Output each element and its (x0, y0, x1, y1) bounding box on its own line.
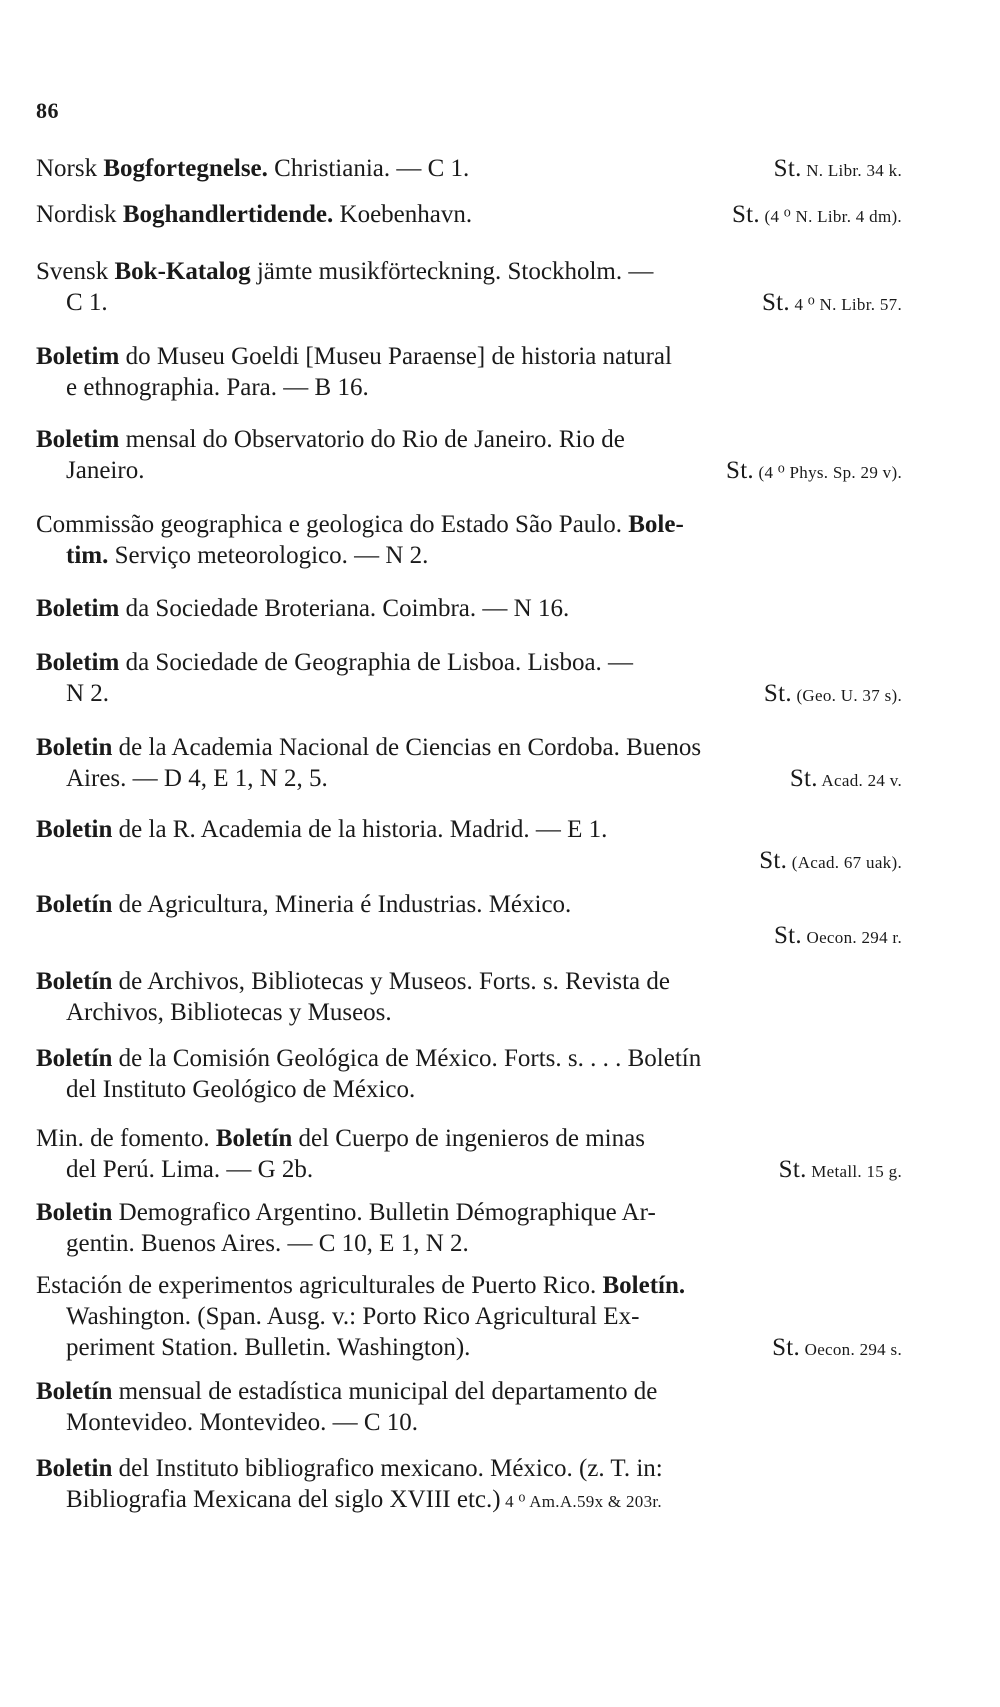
shelf-prefix: St. (763, 680, 792, 707)
entry-keyword: Boletim (36, 649, 120, 676)
shelf-mark (773, 922, 902, 949)
shelf-mark (762, 287, 902, 318)
entry-line (36, 732, 902, 763)
entry-keyword: Boletín (36, 1378, 113, 1405)
shelf-code: (Geo. U. 37 s). (791, 686, 902, 705)
entry-text: de la Comisión Geológica de México. Forts. s. . . . Boletín (112, 1045, 702, 1072)
entry-line (36, 424, 902, 455)
entry-keyword: Boletim (36, 426, 120, 453)
shelf-mark (759, 847, 902, 874)
entry-keyword: Boletín (36, 1045, 113, 1072)
entry-text: Montevideo. Montevideo. — C 10. (66, 1409, 419, 1436)
entry-text: Estación de experimentos agriculturales de Puerto Rico. (36, 1272, 603, 1299)
entry-line (36, 920, 902, 951)
entry-line (36, 1043, 902, 1074)
entry-line (36, 593, 902, 624)
catalog-entry (36, 153, 902, 184)
catalog-entry (36, 966, 902, 1028)
catalog-entry (36, 1197, 902, 1259)
entry-text: de Agricultura, Mineria é Industrias. México. (112, 891, 572, 918)
catalog-entry (36, 509, 902, 571)
entry-line (36, 199, 902, 230)
entry-line (36, 647, 902, 678)
shelf-mark (764, 678, 902, 709)
catalog-entry (36, 1270, 902, 1363)
entry-line (36, 889, 902, 920)
shelf-code: (Acad. 67 uak). (787, 853, 902, 872)
entry-line (36, 341, 902, 372)
entry-line (36, 1376, 902, 1407)
catalog-entry (36, 1376, 902, 1438)
entry-keyword: Boletim (36, 595, 120, 622)
entry-line (36, 1197, 902, 1228)
shelf-code: (4 ⁰ Phys. Sp. 29 v). (753, 463, 902, 482)
shelf-prefix: St. (759, 847, 788, 874)
entry-line (36, 287, 902, 318)
catalog-entry (36, 732, 902, 794)
shelf-prefix: St. (773, 922, 802, 949)
entry-line (36, 1228, 902, 1259)
entry-text: e ethnographia. Para. — B 16. (66, 374, 369, 401)
entry-text: Min. de fomento. (36, 1125, 216, 1152)
catalog-entry (36, 1123, 902, 1185)
entry-text: mensual de estadística municipal del departamento de (112, 1378, 658, 1405)
entry-keyword: Bogfortegnelse. (103, 155, 268, 182)
shelf-prefix: St. (773, 155, 802, 182)
entry-keyword: tim. (66, 542, 109, 569)
entry-text: mensal do Observatorio do Rio de Janeiro. Rio de (119, 426, 625, 453)
entry-line (36, 1270, 902, 1301)
entry-line (36, 997, 902, 1028)
catalog-entry (36, 814, 902, 876)
entry-line (36, 372, 902, 403)
entry-text: da Sociedade Broteriana. Coimbra. — N 16. (119, 595, 570, 622)
entry-keyword: Boletin (36, 734, 113, 761)
entry-keyword: Boletin (36, 1199, 113, 1226)
entry-line (36, 966, 902, 997)
entry-line (36, 763, 902, 794)
entry-line (36, 1074, 902, 1105)
entry-text: del Cuerpo de ingenieros de minas (292, 1125, 645, 1152)
entry-text: Serviço meteorologico. — N 2. (108, 542, 429, 569)
entry-text: da Sociedade de Geographia de Lisboa. Lisboa. — (119, 649, 634, 676)
page-number: 86 (36, 98, 59, 123)
entry-line (36, 1154, 902, 1185)
entry-line (36, 845, 902, 876)
shelf-code: 4 ⁰ N. Libr. 57. (789, 295, 902, 314)
entry-text: del Instituto bibliografico mexicano. México. (z. T. in: (112, 1455, 663, 1482)
entry-text: de Archivos, Bibliotecas y Museos. Forts. s. Revista de (112, 968, 670, 995)
catalog-entry (36, 199, 902, 230)
entry-line (36, 1123, 902, 1154)
entry-line (36, 256, 902, 287)
entry-line (36, 1332, 902, 1363)
entry-text: Svensk (36, 258, 115, 285)
entry-line (36, 540, 902, 571)
catalog-entry (36, 647, 902, 709)
entry-text: del Instituto Geológico de México. (66, 1076, 416, 1103)
shelf-code: Metall. 15 g. (806, 1162, 902, 1181)
shelf-prefix: St. (772, 1334, 801, 1361)
entry-keyword: Boletín (36, 968, 113, 995)
entry-text: Nordisk (36, 201, 123, 228)
entry-line (36, 153, 902, 184)
shelf-code: Oecon. 294 s. (800, 1340, 902, 1359)
shelf-code: Acad. 24 v. (817, 771, 902, 790)
entry-text: Aires. — D 4, E 1, N 2, 5. (66, 765, 328, 792)
shelf-prefix: St. (778, 1156, 807, 1183)
shelf-code: (4 ⁰ N. Libr. 4 dm). (759, 207, 902, 226)
entry-keyword: Boletin (36, 816, 113, 843)
shelf-mark (726, 455, 902, 486)
shelf-prefix: St. (731, 201, 760, 228)
shelf-code: N. Libr. 34 k. (801, 161, 902, 180)
entry-line (36, 678, 902, 709)
catalog-entry (36, 256, 902, 318)
entry-text: do Museu Goeldi [Museu Paraense] de historia natural (119, 343, 672, 370)
shelf-prefix: St. (789, 765, 818, 792)
entry-text: Commissão geographica e geologica do Estado São Paulo. (36, 511, 629, 538)
shelf-mark (772, 1332, 902, 1363)
entry-text: jämte musikförteckning. Stockholm. — (250, 258, 654, 285)
entry-keyword: Bole- (628, 511, 684, 538)
entry-keyword: Boletín. (602, 1272, 686, 1299)
entry-keyword: Boletín (215, 1125, 293, 1152)
entry-text: de la R. Academia de la historia. Madrid. — E 1. (112, 816, 608, 843)
entry-line (36, 814, 902, 845)
shelf-mark (774, 153, 902, 184)
entry-text: Norsk (36, 155, 104, 182)
shelf-prefix: St. (725, 457, 754, 484)
entry-text: Koebenhavn. (333, 201, 473, 228)
catalog-entry (36, 1453, 902, 1515)
entry-line (36, 1301, 902, 1332)
entry-text: Archivos, Bibliotecas y Museos. (66, 999, 392, 1026)
catalog-entry (36, 1043, 902, 1105)
entry-text: C 1. (66, 289, 108, 316)
shelf-prefix: St. (761, 289, 790, 316)
entry-text: Janeiro. (66, 457, 145, 484)
entry-line (36, 455, 902, 486)
entry-line (36, 1453, 902, 1484)
entry-text: Washington. (Span. Ausg. v.: Porto Rico Agricultural Ex- (66, 1303, 640, 1330)
shelf-code: 4 ⁰ Am.A.59x & 203r. (500, 1492, 662, 1511)
shelf-mark (779, 1154, 902, 1185)
entry-text: periment Station. Bulletin. Washington). (66, 1334, 471, 1361)
entry-text: del Perú. Lima. — G 2b. (66, 1156, 314, 1183)
entry-keyword: Boletin (36, 1455, 113, 1482)
entry-text: Bibliografia Mexicana del siglo XVIII etc.) (66, 1486, 501, 1513)
shelf-mark (790, 763, 902, 794)
entry-line (36, 1484, 902, 1515)
catalog-entry (36, 889, 902, 951)
catalog-entry (36, 424, 902, 486)
shelf-mark (732, 199, 902, 230)
entry-text: de la Academia Nacional de Ciencias en Cordoba. Buenos (112, 734, 702, 761)
entry-line (36, 1407, 902, 1438)
entry-line (36, 509, 902, 540)
entry-keyword: Bok-Katalog (114, 258, 251, 285)
entry-text: Christiania. — C 1. (267, 155, 470, 182)
catalog-entry (36, 341, 902, 403)
shelf-code: Oecon. 294 r. (801, 928, 902, 947)
entry-keyword: Boletim (36, 343, 120, 370)
entry-keyword: Boghandlertidende. (122, 201, 334, 228)
entry-keyword: Boletín (36, 891, 113, 918)
catalog-entry (36, 593, 902, 624)
entry-text: gentin. Buenos Aires. — C 10, E 1, N 2. (66, 1230, 469, 1257)
entry-text: Demografico Argentino. Bulletin Démographique Ar- (112, 1199, 656, 1226)
entry-text: N 2. (66, 680, 110, 707)
